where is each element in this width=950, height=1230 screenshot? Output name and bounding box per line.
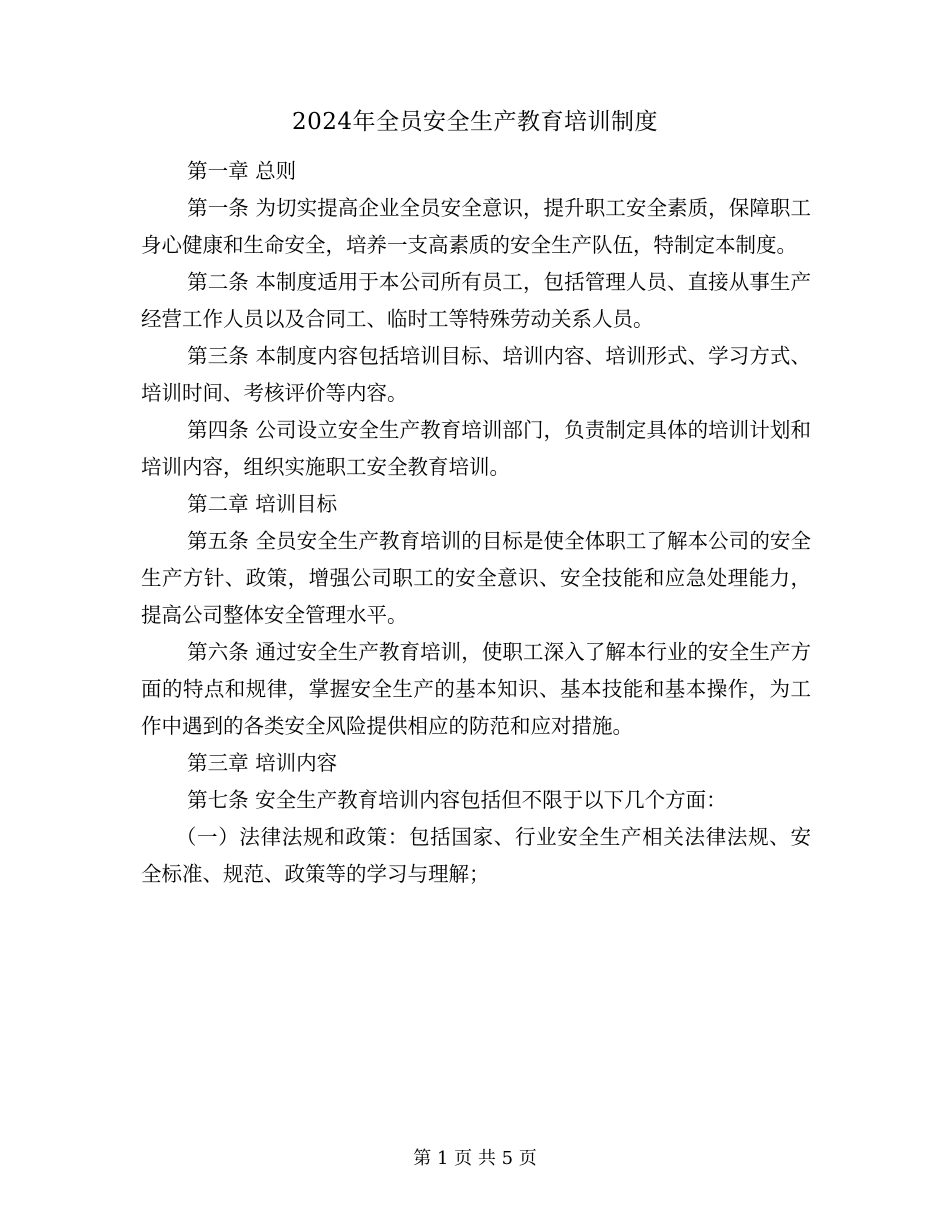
article-paragraph: 第六条 通过安全生产教育培训，使职工深入了解本行业的安全生产方面的特点和规律，掌握安全生产的基本知识、基本技能和基本操作，为工作中遇到的各类安全风险提供相应的防范和应对措施。: [141, 640, 811, 738]
article-paragraph: 第二条 本制度适用于本公司所有员工，包括管理人员、直接从事生产经营工作人员以及合同工、临时工等特殊劳动关系人员。: [141, 270, 811, 331]
chapter-heading: 第二章 培训目标: [187, 492, 338, 516]
document-title: 2024年全员安全生产教育培训制度: [291, 109, 659, 135]
list-item: （一）法律法规和政策：包括国家、行业安全生产相关法律法规、安全标准、规范、政策等的学习与理解；: [141, 825, 811, 886]
page-footer: 第 1 页 共 5 页: [413, 1148, 537, 1169]
article-paragraph: 第四条 公司设立安全生产教育培训部门，负责制定具体的培训计划和培训内容，组织实施职工安全教育培训。: [141, 418, 811, 479]
chapter-heading: 第一章 总则: [187, 159, 297, 183]
document-body: [141, 153, 811, 893]
chapter-heading: 第三章 培训内容: [187, 751, 338, 775]
article-paragraph: 第五条 全员安全生产教育培训的目标是使全体职工了解本公司的安全生产方针、政策，增强公司职工的安全意识、安全技能和应急处理能力，提高公司整体安全管理水平。: [141, 529, 811, 627]
article-paragraph: 第一条 为切实提高企业全员安全意识，提升职工安全素质，保障职工身心健康和生命安全，培养一支高素质的安全生产队伍，特制定本制度。: [141, 196, 811, 257]
article-paragraph: 第七条 安全生产教育培训内容包括但不限于以下几个方面：: [187, 788, 727, 812]
article-paragraph: 第三条 本制度内容包括培训目标、培训内容、培训形式、学习方式、培训时间、考核评价等内容。: [141, 344, 811, 405]
